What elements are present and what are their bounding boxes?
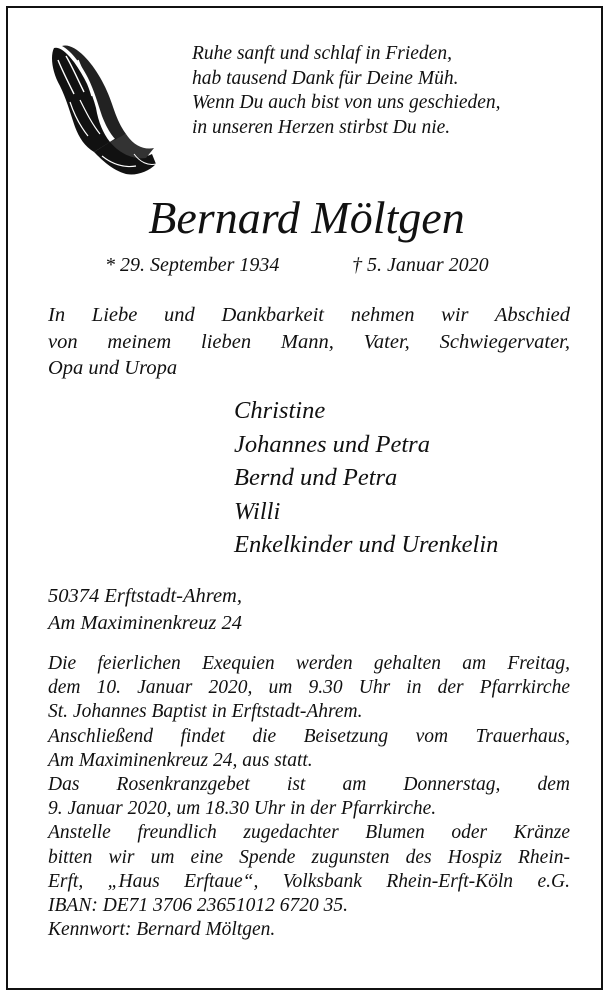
praying-hands-icon [40,42,160,182]
poem-line: in unseren Herzen stirbst Du nie. [192,116,451,138]
farewell-line: In Liebe und Dankbarkeit nehmen wir Abschied [48,304,570,326]
details-line: St. Johannes Baptist in Erftstadt-Ahrem. [48,701,363,723]
mourner: Bernd und Petra [234,464,398,491]
mourner: Enkelkinder und Urenkelin [234,531,499,558]
mourner: Willi [234,497,281,525]
details-line: Die feierlichen Exequien werden gehalten am Freitag, [48,653,570,674]
farewell-line: von meinem lieben Mann, Vater, Schwiegervater, [48,330,570,353]
mourner: Christine [234,397,326,424]
death-date: † 5. Januar 2020 [352,254,489,276]
details-line: Kennwort: Bernard Möltgen. [48,919,276,941]
details-line: Anstelle freundlich zugedachter Blumen oder Kränze [48,822,570,844]
farewell-text [48,302,570,382]
details-line: Anschließend findet die Beisetzung vom Trauerhaus, [48,725,570,747]
funeral-details [48,652,570,942]
address-city: 50374 Erftstadt-Ahrem, [48,585,242,607]
details-line: Am Maximinenkreuz 24, aus statt. [48,749,313,771]
life-dates [105,252,489,278]
mourners-list [234,394,498,562]
deceased-name: Bernard Möltgen [148,192,465,243]
farewell-line: Opa und Uropa [48,357,178,379]
mourning-address [48,583,242,637]
address-street: Am Maximinenkreuz 24 [48,612,242,634]
poem-line: Wenn Du auch bist von uns geschieden, [192,92,501,113]
details-line: 9. Januar 2020, um 18.30 Uhr in der Pfarrkirche. [48,798,437,820]
birth-date: * 29. September 1934 [105,254,280,276]
details-line: dem 10. Januar 2020, um 9.30 Uhr in der Pfarrkirche [48,677,570,699]
poem [192,42,501,140]
poem-line: hab tausend Dank für Deine Müh. [192,67,459,89]
mourner: Johannes und Petra [234,430,430,458]
details-line: bitten wir um eine Spende zugunsten des Hospiz Rhein- [48,846,570,868]
poem-line: Ruhe sanft und schlaf in Frieden, [192,43,452,64]
details-line: Erft, „Haus Erftaue“, Volksbank Rhein-Erft-Köln e.G. [48,870,570,892]
details-line: Das Rosenkranzgebet ist am Donnerstag, dem [48,774,570,796]
details-line: IBAN: DE71 3706 23651012 6720 35. [48,895,349,917]
